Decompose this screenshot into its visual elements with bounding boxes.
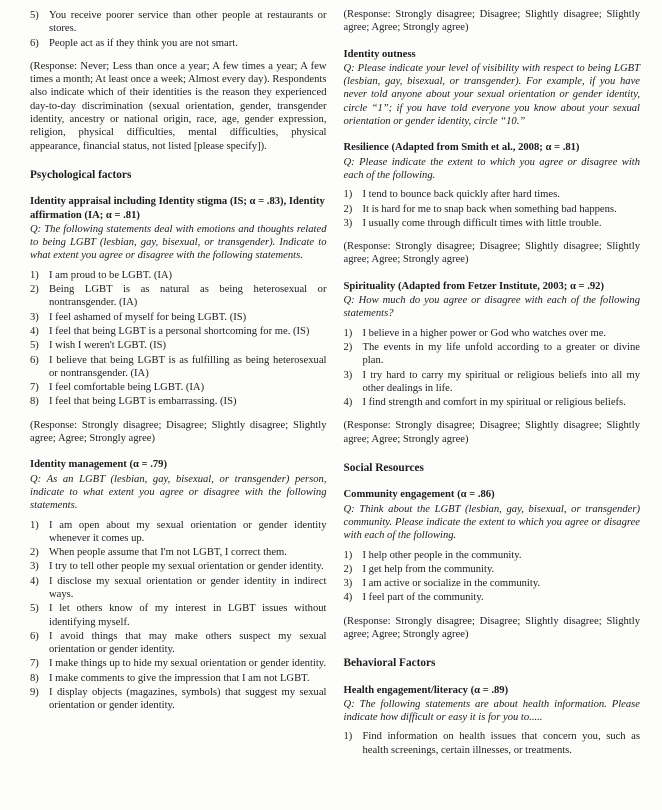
- question-list: [344, 730, 641, 757]
- list-item-number: 1): [343, 327, 353, 339]
- list-item-number: 5): [30, 10, 39, 21]
- list-item-text: I get help from the community.: [362, 563, 495, 575]
- measure-title: Community engagement (α = .86): [343, 489, 495, 501]
- list-item-number: 2): [30, 547, 39, 559]
- list-item: [30, 686, 327, 713]
- question-list: [344, 188, 641, 230]
- list-item-text: Being LGBT is as natural as being heterosexual or nontransgender. (IA): [49, 284, 327, 309]
- measure-title: Identity appraisal including Identity stigma (IS; α = .83), Identity affirmation (IA; α = .81): [30, 196, 325, 221]
- list-item: [344, 396, 641, 409]
- list-item: [344, 549, 641, 562]
- list-item-text: I tend to bounce back quickly after hard times.: [362, 189, 560, 201]
- list-item-text: I believe that being LGBT is as fulfilling as being heterosexual or nontransgender. (IA): [49, 354, 327, 379]
- list-item-number: 3): [343, 578, 353, 590]
- list-item: [30, 325, 327, 338]
- list-item: [30, 283, 327, 310]
- list-item-number: 3): [343, 369, 353, 381]
- list-item-number: 1): [30, 269, 39, 281]
- measure-title: Health engagement/literacy (α = .89): [343, 684, 509, 696]
- list-item-number: 4): [343, 397, 353, 409]
- list-item-text: I am proud to be LGBT. (IA): [49, 269, 173, 281]
- question-prompt: Q: The following statements deal with emotions and thoughts related to being LGBT (lesbian, gay, bisexual, or transgender). Indicate to what extent you agree or disagree with the following statements.: [30, 223, 327, 262]
- question-prompt: Q: The following statements are about health information. Please indicate how difficult or easy it is for you to.....: [343, 698, 640, 724]
- list-item-text: I feel ashamed of myself for being LGBT. (IS): [49, 311, 247, 323]
- list-item: [30, 381, 327, 394]
- response-note: (Response: Never; Less than once a year; A few times a year; A few times a month; At least once a week; Almost every day). Respondents also indicate which of their identities is the reason they experienced day-to-day discrimination (sexual orientation, gender, transgender identity, ancestry or national origin, race, age, gender expression, religion, physical difficulties, mental difficulties, physical appearance, financial status, not listed [please specify]).: [30, 60, 327, 152]
- list-item-number: 3): [343, 217, 353, 229]
- list-item-text: I feel that being LGBT is a personal shortcoming for me. (IS): [49, 325, 310, 337]
- list-item: [344, 730, 641, 757]
- list-item: [30, 311, 327, 324]
- list-item-number: 3): [30, 311, 39, 323]
- list-item-text: I let others know of my interest in LGBT issues without identifying myself.: [49, 603, 327, 628]
- list-item: [30, 9, 327, 36]
- list-item: [30, 269, 327, 282]
- question-list: [30, 9, 327, 50]
- list-item-number: 8): [30, 672, 39, 684]
- list-item-number: 3): [30, 561, 39, 573]
- list-item-number: 4): [30, 325, 39, 337]
- list-item: [30, 339, 327, 352]
- list-item-number: 2): [343, 563, 353, 575]
- list-item-number: 5): [30, 603, 39, 615]
- list-item-text: I feel that being LGBT is embarrassing. (IS): [49, 396, 237, 408]
- response-note: (Response: Strongly disagree; Disagree; Slightly disagree; Slightly agree; Agree; Strongly agree): [30, 419, 327, 445]
- list-item-text: I try hard to carry my spiritual or religious beliefs into all my other dealings in life.: [362, 369, 640, 394]
- list-item-text: I make things up to hide my sexual orientation or gender identity.: [49, 658, 327, 670]
- list-item-text: I am active or socialize in the community.: [362, 578, 541, 590]
- list-item-text: I usually come through difficult times with little trouble.: [362, 217, 602, 229]
- list-item: [344, 563, 641, 576]
- list-item-number: 6): [30, 354, 39, 366]
- two-column-layout: [30, 8, 640, 757]
- list-item-text: You receive poorer service than other people at restaurants or stores.: [49, 10, 327, 35]
- list-item-number: 6): [30, 37, 39, 49]
- list-item-number: 5): [30, 340, 39, 352]
- list-item-text: It is hard for me to snap back when something bad happens.: [362, 203, 617, 215]
- question-prompt: Q: As an LGBT (lesbian, gay, bisexual, or transgender) person, indicate to what extent you agree or disagree with the following statements.: [30, 473, 327, 512]
- question-list: [344, 327, 641, 410]
- list-item-text: I feel part of the community.: [362, 592, 484, 604]
- list-item: [30, 657, 327, 670]
- list-item: [30, 395, 327, 408]
- list-item-text: I make comments to give the impression that I am not LGBT.: [49, 672, 310, 684]
- question-list: [344, 549, 641, 605]
- response-note: (Response: Strongly disagree; Disagree; Slightly disagree; Slightly agree; Agree; Strongly agree): [343, 420, 640, 445]
- response-note: (Response: Strongly disagree; Disagree; Slightly disagree; Slightly agree; Agree; Strongly agree): [343, 241, 640, 266]
- list-item: [30, 630, 327, 657]
- list-item-number: 1): [343, 549, 353, 561]
- section-heading: Psychological factors: [30, 168, 132, 181]
- list-item-text: I wish I weren't LGBT. (IS): [49, 340, 167, 352]
- list-item: [30, 546, 327, 559]
- list-item-text: When people assume that I'm not LGBT, I correct them.: [49, 547, 287, 559]
- list-item-text: I help other people in the community.: [362, 549, 522, 561]
- list-item: [30, 672, 327, 685]
- measure-title: Spirituality (Adapted from Fetzer Institute, 2003; α = .92): [343, 280, 604, 292]
- list-item-text: I try to tell other people my sexual orientation or gender identity.: [49, 561, 324, 573]
- list-item-text: I avoid things that may make others suspect my sexual orientation or gender identity.: [49, 630, 327, 656]
- list-item: [344, 591, 641, 604]
- list-item: [30, 575, 327, 602]
- list-item: [30, 602, 327, 629]
- list-item-number: 4): [343, 592, 353, 604]
- measure-title: Identity outness: [343, 48, 416, 60]
- list-item: [30, 519, 327, 546]
- question-list: [30, 519, 327, 713]
- list-item-number: 1): [343, 731, 353, 743]
- response-note: (Response: Strongly disagree; Disagree; Slightly disagree; Slightly agree; Agree; Strongly agree): [343, 9, 640, 34]
- list-item: [30, 37, 327, 50]
- list-item: [344, 217, 641, 230]
- list-item-number: 2): [30, 284, 39, 296]
- question-prompt: Q: How much do you agree or disagree with each of the following statements?: [343, 295, 640, 320]
- section-heading: Behavioral Factors: [343, 657, 436, 670]
- list-item: [344, 369, 641, 396]
- list-item-text: People act as if they think you are not smart.: [49, 37, 238, 49]
- left-column: [30, 8, 327, 757]
- list-item-text: I find strength and comfort in my spiritual or religious beliefs.: [362, 397, 626, 409]
- list-item-number: 8): [30, 396, 39, 408]
- list-item-text: The events in my life unfold according to a greater or divine plan.: [362, 341, 640, 367]
- list-item: [344, 203, 641, 216]
- list-item-number: 7): [30, 658, 39, 670]
- list-item: [344, 188, 641, 201]
- list-item: [344, 577, 641, 590]
- list-item: [30, 560, 327, 573]
- list-item-number: 1): [343, 189, 353, 201]
- list-item: [30, 354, 327, 381]
- list-item-text: I disclose my sexual orientation or gender identity in indirect ways.: [49, 575, 327, 600]
- list-item-number: 9): [30, 687, 39, 699]
- list-item-number: 4): [30, 575, 39, 587]
- question-prompt: Q: Please indicate the extent to which you agree or disagree with each of the following.: [343, 156, 640, 181]
- list-item-text: I display objects (magazines, symbols) that suggest my sexual orientation or gender identity.: [49, 687, 327, 712]
- list-item-number: 7): [30, 382, 39, 394]
- list-item-number: 2): [343, 203, 353, 215]
- measure-title: Identity management (α = .79): [30, 459, 167, 471]
- list-item-text: Find information on health issues that concern you, such as health screenings, certain illnesses, or treatments.: [362, 731, 640, 756]
- list-item: [344, 327, 641, 340]
- list-item-number: 1): [30, 519, 39, 531]
- list-item-number: 2): [343, 341, 353, 353]
- list-item-text: I feel comfortable being LGBT. (IA): [49, 382, 205, 394]
- list-item-number: 6): [30, 630, 39, 642]
- measure-title: Resilience (Adapted from Smith et al., 2008; α = .81): [343, 142, 580, 154]
- response-note: (Response: Strongly disagree; Disagree; Slightly disagree; Slightly agree; Agree; Strongly agree): [343, 615, 640, 640]
- section-heading: Social Resources: [343, 462, 424, 475]
- right-column: [344, 8, 641, 757]
- list-item: [344, 341, 641, 368]
- question-prompt: Q: Please indicate your level of visibility with respect to being LGBT (lesbian, gay, bisexual, or transgender). For example, if you have never told anyone about your sexual orientation or gender identity, circle “1”; if you have told everyone you know about your sexual orientation or gender identity, circle “10.”: [343, 62, 640, 128]
- question-list: [30, 269, 327, 409]
- question-prompt: Q: Think about the LGBT (lesbian, gay, bisexual, or transgender) community. Please indicate the extent to which you agree or disagree with each of the following.: [343, 503, 640, 542]
- list-item-text: I believe in a higher power or God who watches over me.: [362, 327, 607, 339]
- list-item-text: I am open about my sexual orientation or gender identity whenever it comes up.: [49, 519, 327, 544]
